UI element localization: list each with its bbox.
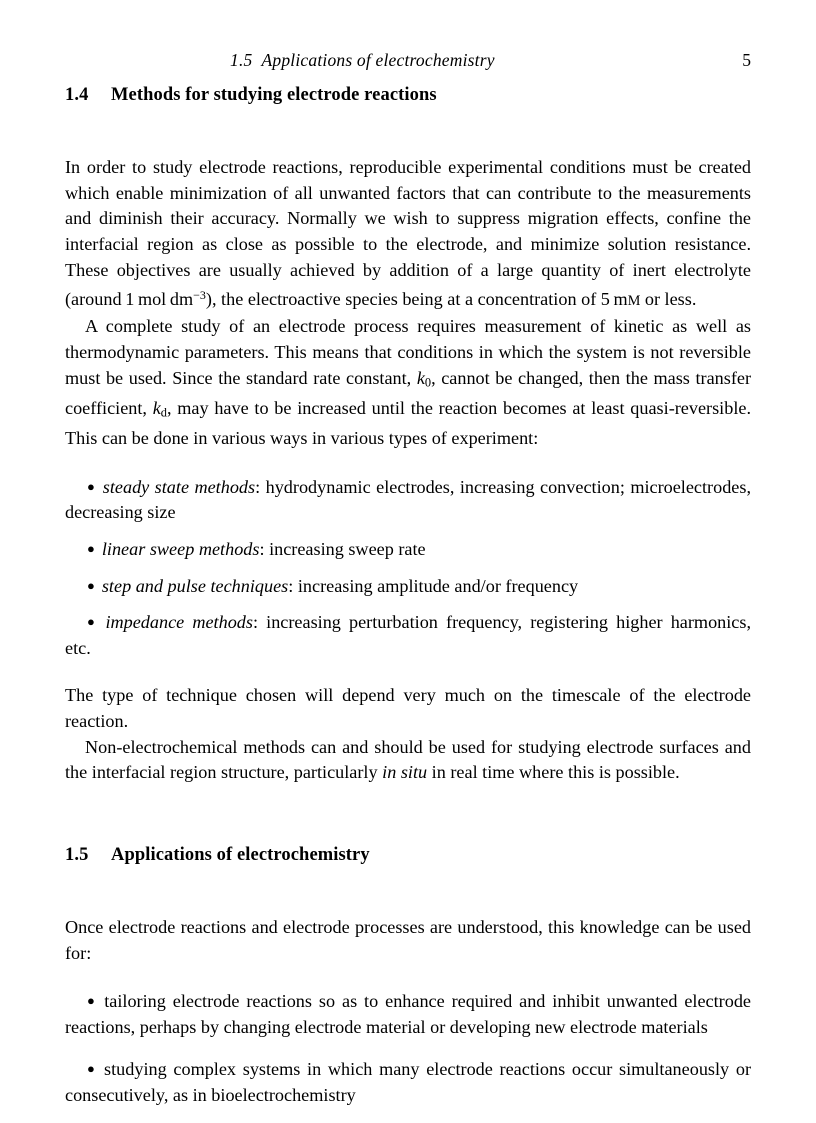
running-head-section-title: Applications of electrochemistry xyxy=(261,50,495,70)
bullet-dot-icon: ● xyxy=(87,577,95,593)
variable-k-zero: k xyxy=(416,367,425,388)
list-item-text: : increasing amplitude and/or frequency xyxy=(288,575,579,596)
list-item-text: : increasing sweep rate xyxy=(259,539,426,560)
bullet-dot-icon: ● xyxy=(87,993,98,1009)
list-item-steady-state-methods xyxy=(65,474,751,526)
section-number-1-5: 1.5 xyxy=(65,844,89,865)
bullet-dot-icon: ● xyxy=(87,478,96,494)
section-heading-1-5 xyxy=(65,844,751,867)
smallcap-molar-unit: M xyxy=(627,292,641,309)
section-number-1-4: 1.4 xyxy=(65,85,89,105)
page-number: 5 xyxy=(742,50,751,70)
paragraph-text-part: Non-electrochemical methods can and should be used for studying electrode surfaces and the interfacial region structure, particularly xyxy=(65,736,751,783)
quantity-value: 1 mol dm xyxy=(125,288,194,309)
list-item-lead: steady state methods xyxy=(102,476,256,497)
text-column xyxy=(65,84,751,1108)
paragraph-non-electrochemical-methods xyxy=(65,735,751,786)
paragraph-text-part: ), the electroactive species being at a concentration of 5 m xyxy=(205,288,628,309)
paragraph-intro-conditions xyxy=(65,155,751,314)
variable-k-zero-subscript: 0 xyxy=(424,375,432,390)
paragraph-text-part: A complete study of an electrode process requires measurement of kinetic as well as thermodynamic parameters. This means that conditions in which the system is not reversible must be used. Since the standard rate constant, xyxy=(65,316,751,388)
bullet-dot-icon: ● xyxy=(87,614,99,630)
list-item-text: tailoring electrode reactions so as to enhance required and inhibit unwanted electrode reactions, perhaps by changing electrode material or developing new electrode materials xyxy=(65,991,751,1037)
list-item-lead: impedance methods xyxy=(105,612,253,633)
list-item-text: : hydrodynamic electrodes, increasing convection; microelectrodes, decreasing size xyxy=(65,476,752,523)
paragraph-text-part: in real time where this is possible. xyxy=(427,762,680,783)
paragraph-text-part: In order to study electrode reactions, reproducible experimental conditions must be created which enable minimization of all unwanted factors that can contribute to the measurements and diminish their accuracy. Normally we wish to suppress migration effects, confine the interfacial region as close as possible to the electrode, and minimize solution resistance. These objectives are usually achieved by addition of a large quantity of inert electrolyte (around xyxy=(65,157,751,309)
list-item-tailoring-electrode-reactions xyxy=(65,988,751,1040)
section-title-1-4: Methods for studying electrode reactions xyxy=(111,85,437,105)
running-head-section-number: 1.5 xyxy=(230,50,253,70)
list-item-text: studying complex systems in which many electrode reactions occur simultaneously or consecutively, as in bioelectrochemistry xyxy=(65,1059,751,1105)
bullet-dot-icon: ● xyxy=(87,541,95,557)
list-item-lead: step and pulse techniques xyxy=(101,575,289,596)
quantity-exponent: −3 xyxy=(193,288,206,303)
list-item-impedance-methods xyxy=(65,609,751,661)
variable-k-d-subscript: d xyxy=(160,405,167,420)
paragraph-complete-study xyxy=(65,314,751,451)
paragraph-text-part: , cannot be changed, then the mass transfer coefficient, xyxy=(65,367,751,418)
italic-in-situ: in situ xyxy=(382,762,428,783)
list-item-linear-sweep-methods xyxy=(65,536,751,563)
list-item-studying-complex-systems xyxy=(65,1056,751,1108)
bullet-dot-icon: ● xyxy=(87,1061,98,1077)
section-heading-1-4 xyxy=(65,84,751,107)
running-head xyxy=(65,50,751,74)
list-item-lead: linear sweep methods xyxy=(101,539,260,560)
paragraph-text-part: or less. xyxy=(640,288,697,309)
paragraph-technique-timescale: The type of technique chosen will depend very much on the timescale of the electrode reaction. xyxy=(65,685,751,732)
list-item-step-and-pulse-techniques xyxy=(65,573,751,600)
section-title-1-5: Applications of electrochemistry xyxy=(111,844,370,865)
running-head-title xyxy=(230,50,495,71)
variable-k-d: k xyxy=(152,397,161,418)
list-item-text: : increasing perturbation frequency, registering higher harmonics, etc. xyxy=(65,612,752,658)
paragraph-text-part: , may have to be increased until the reaction becomes at least quasi-reversible. This can be done in various ways in various types of experiment: xyxy=(65,397,751,449)
paragraph-knowledge-used-for: Once electrode reactions and electrode processes are understood, this knowledge can be used for: xyxy=(65,916,751,963)
